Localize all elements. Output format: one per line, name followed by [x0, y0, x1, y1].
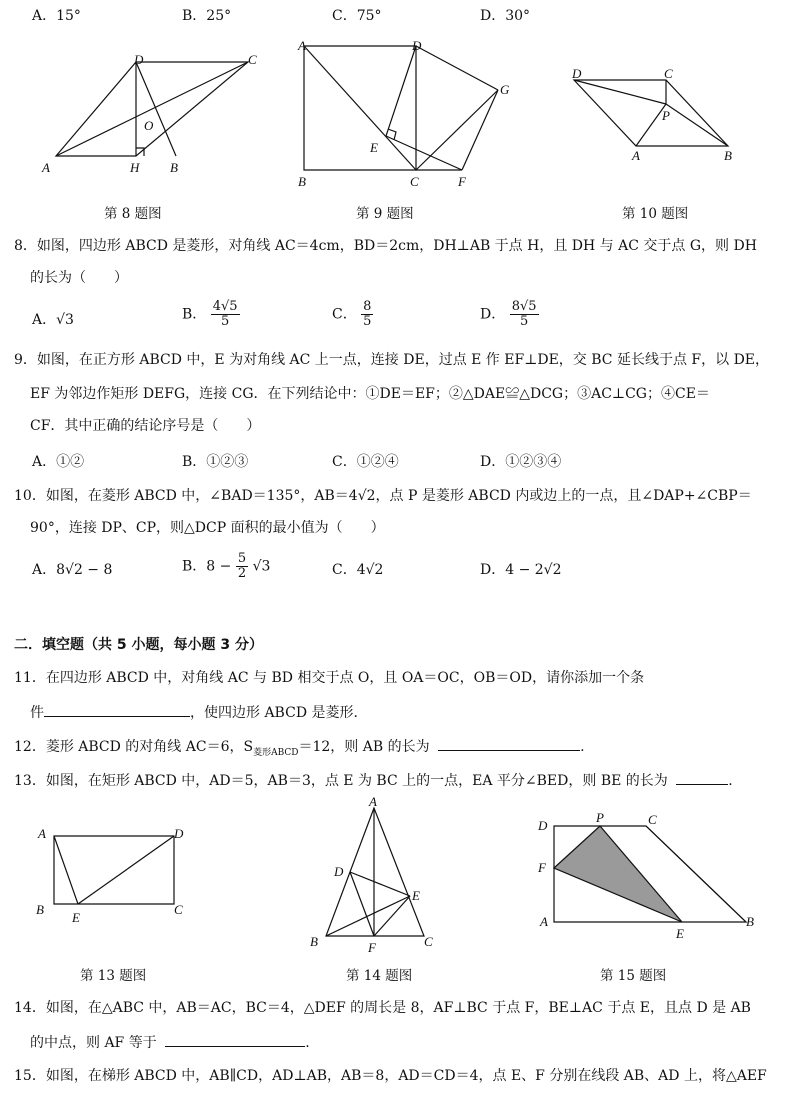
caption-fig9: 第 9 题图: [356, 206, 414, 222]
caption-fig13: 第 13 题图: [80, 968, 147, 984]
fig13-label-e: E: [72, 910, 80, 925]
q8-option-c: [332, 300, 373, 329]
fig14-segment-df: [350, 872, 374, 936]
q10-option-c: C．4√2: [332, 562, 384, 578]
fig14-label-b: B: [310, 934, 318, 949]
section-2-heading: 二．填空题（共 5 小题，每小题 3 分）: [14, 637, 263, 653]
q14-answer-blank[interactable]: [165, 1032, 305, 1047]
fig9-segment-gf: [462, 90, 498, 170]
q12-pre: 12．菱形 ABCD 的对角线 AC＝6，S: [14, 739, 254, 755]
q8-option-c-label: C．: [332, 306, 357, 323]
q11-line2-pre: 件: [30, 705, 44, 721]
q8-option-b-label: B．: [182, 306, 207, 323]
q12-line: [14, 736, 585, 763]
q10-line2: 90°，连接 DP、CP，则△DCP 面积的最小值为（ ）: [30, 520, 385, 536]
q8-line1: 8．如图，四边形 ABCD 是菱形，对角线 AC＝4cm，BD＝2cm，DH⊥AB 于点 H，且 DH 与 AC 交于点 G，则 DH: [14, 238, 757, 254]
q8-option-c-num: 8: [363, 299, 372, 314]
q8-line2: 的长为（ ）: [30, 270, 128, 286]
fig15-label-p: P: [596, 810, 604, 825]
q8-option-d-num: 8√5: [511, 299, 537, 314]
fig9-segment-dg: [416, 46, 498, 90]
fig9-segment-cg: [416, 90, 498, 170]
q8-option-d: [480, 300, 539, 329]
fig8-label-d: D: [134, 52, 144, 67]
q12-answer-blank[interactable]: [438, 736, 580, 751]
fig10-segment-dp: [574, 80, 666, 104]
q10-option-b: [182, 552, 270, 581]
fig14-segment-ef: [374, 896, 410, 936]
fig9-segment-ef: [386, 136, 462, 170]
fig9-segment-de: [386, 46, 416, 136]
q13-end: .: [728, 773, 733, 789]
fig15-label-a: A: [540, 914, 548, 929]
caption-fig8: 第 8 题图: [104, 206, 162, 222]
fig15-label-e: E: [676, 926, 684, 941]
q9-option-b: B．①②③: [182, 454, 249, 470]
fig8-diagonal-bd: [136, 62, 176, 156]
fig8-label-a: A: [42, 160, 50, 175]
q10-line1: 10．如图，在菱形 ABCD 中，∠BAD＝135°，AB＝4√2，点 P 是菱形 ABCD 内或边上的一点，且∠DAP+∠CBP＝: [14, 488, 752, 504]
q11-line2: [30, 702, 358, 723]
fig9-label-g: G: [500, 82, 510, 97]
fig8-label-c: C: [248, 52, 257, 67]
fig15-shaded-triangle: [554, 826, 682, 922]
fig8-label-h: H: [130, 160, 140, 175]
figure-15: [536, 812, 766, 942]
q7-option-d: D．30°: [480, 8, 531, 24]
q14-line2-end: .: [305, 1035, 310, 1051]
fig9-label-f: F: [458, 174, 466, 189]
q13-answer-blank[interactable]: [676, 770, 728, 785]
fig14-label-e: E: [412, 888, 420, 903]
q9-option-c: C．①②④: [332, 454, 399, 470]
fig9-label-c: C: [410, 174, 419, 189]
q8-option-b-num: 4√5: [212, 299, 238, 314]
figure-10: [570, 60, 750, 170]
q8-option-c-den: 5: [363, 314, 372, 329]
q9-line1: 9．如图，在正方形 ABCD 中，E 为对角线 AC 上一点，连接 DE，过点 E 作 EF⊥DE，交 BC 延长线于点 F，以 DE，: [14, 352, 770, 368]
fig10-label-b: B: [724, 148, 732, 163]
fig9-label-e: E: [370, 140, 378, 155]
q11-line1: 11．在四边形 ABCD 中，对角线 AC 与 BD 相交于点 O，且 OA＝OC，OB＝OD，请你添加一个条: [14, 670, 645, 686]
fig15-label-d: D: [538, 818, 548, 833]
q14-line2-pre: 的中点，则 AF 等于: [30, 1035, 157, 1051]
q8-option-d-label: D．: [480, 306, 506, 323]
q12-end: .: [580, 739, 585, 755]
q8-option-a: A．√3: [32, 312, 74, 328]
q10-option-b-den: 2: [237, 566, 247, 581]
q12-post: ＝12，则 AB 的长为: [298, 739, 430, 755]
q7-option-b: B．25°: [182, 8, 232, 24]
figure-9: [296, 36, 526, 196]
fig9-label-b: B: [298, 174, 306, 189]
q12-subscript: 菱形ABCD: [253, 747, 299, 758]
fig13-label-c: C: [174, 902, 183, 917]
fig10-label-c: C: [664, 66, 673, 81]
fig15-label-c: C: [648, 812, 657, 827]
figure-8: [40, 50, 270, 190]
fig14-label-d: D: [334, 864, 344, 879]
fig10-rhombus: [574, 80, 728, 146]
q13-text: 13．如图，在矩形 ABCD 中，AD＝5，AB＝3，点 E 为 BC 上的一点，EA 平分∠BED，则 BE 的长为: [14, 773, 668, 789]
caption-fig15: 第 15 题图: [600, 968, 667, 984]
fig10-segment-bp: [666, 104, 728, 146]
q8-option-b: [182, 300, 240, 329]
q8-option-d-den: 5: [519, 314, 529, 329]
q9-option-d: D．①②③④: [480, 454, 562, 470]
fig13-label-b: B: [36, 902, 44, 917]
q14-line2: [30, 1032, 310, 1053]
figure-14: [306, 796, 456, 956]
caption-fig10: 第 10 题图: [622, 206, 689, 222]
q10-option-b-label: B．8 −: [182, 558, 232, 575]
fig14-label-c: C: [424, 934, 433, 949]
q8-option-b-den: 5: [221, 314, 230, 329]
fig10-label-p: P: [662, 108, 670, 123]
fig8-label-o: O: [144, 118, 154, 133]
q15-line1: 15．如图，在梯形 ABCD 中，AB∥CD，AD⊥AB，AB＝8，AD＝CD＝4，点 E、F 分别在线段 AB、AD 上，将△AEF: [14, 1068, 767, 1084]
q10-option-b-tail: √3: [252, 558, 271, 575]
caption-fig14: 第 14 题图: [346, 968, 413, 984]
fig13-segment-ae: [54, 836, 78, 904]
fig15-label-f: F: [538, 860, 546, 875]
q7-option-c: C．75°: [332, 8, 382, 24]
q11-line2-post: ，使四边形 ABCD 是菱形.: [190, 705, 358, 721]
fig13-rectangle: [54, 836, 174, 904]
fig9-label-a: A: [298, 38, 306, 53]
q10-option-b-num: 5: [237, 551, 247, 566]
q10-option-d: D．4 − 2√2: [480, 562, 562, 578]
q11-answer-blank[interactable]: [44, 702, 190, 717]
q9-option-a: A．①②: [32, 454, 85, 470]
fig15-label-b: B: [746, 914, 754, 929]
fig13-label-d: D: [174, 826, 184, 841]
fig13-label-a: A: [38, 826, 46, 841]
fig10-label-d: D: [572, 66, 582, 81]
fig13-segment-ed: [78, 836, 174, 904]
figure-13: [36, 826, 196, 926]
q9-line2: EF 为邻边作矩形 DEFG，连接 CG．在下列结论中：①DE＝EF；②△DAE≌△DCG；③AC⊥CG；④CE＝: [30, 386, 710, 402]
q7-option-a: A．15°: [32, 8, 81, 24]
fig8-label-b: B: [170, 160, 178, 175]
fig10-label-a: A: [632, 148, 640, 163]
fig9-label-d: D: [412, 38, 422, 53]
fig14-label-f: F: [368, 940, 376, 955]
fig9-diagonal-ac: [304, 46, 416, 170]
q13-line: [14, 770, 733, 791]
fig14-label-a: A: [369, 794, 377, 809]
q14-line1: 14．如图，在△ABC 中，AB＝AC，BC＝4，△DEF 的周长是 8，AF⊥BC 于点 F，BE⊥AC 于点 E，且点 D 是 AB: [14, 1000, 751, 1016]
q10-option-a: A．8√2 − 8: [32, 562, 113, 578]
q9-line3: CF．其中正确的结论序号是（ ）: [30, 418, 261, 434]
